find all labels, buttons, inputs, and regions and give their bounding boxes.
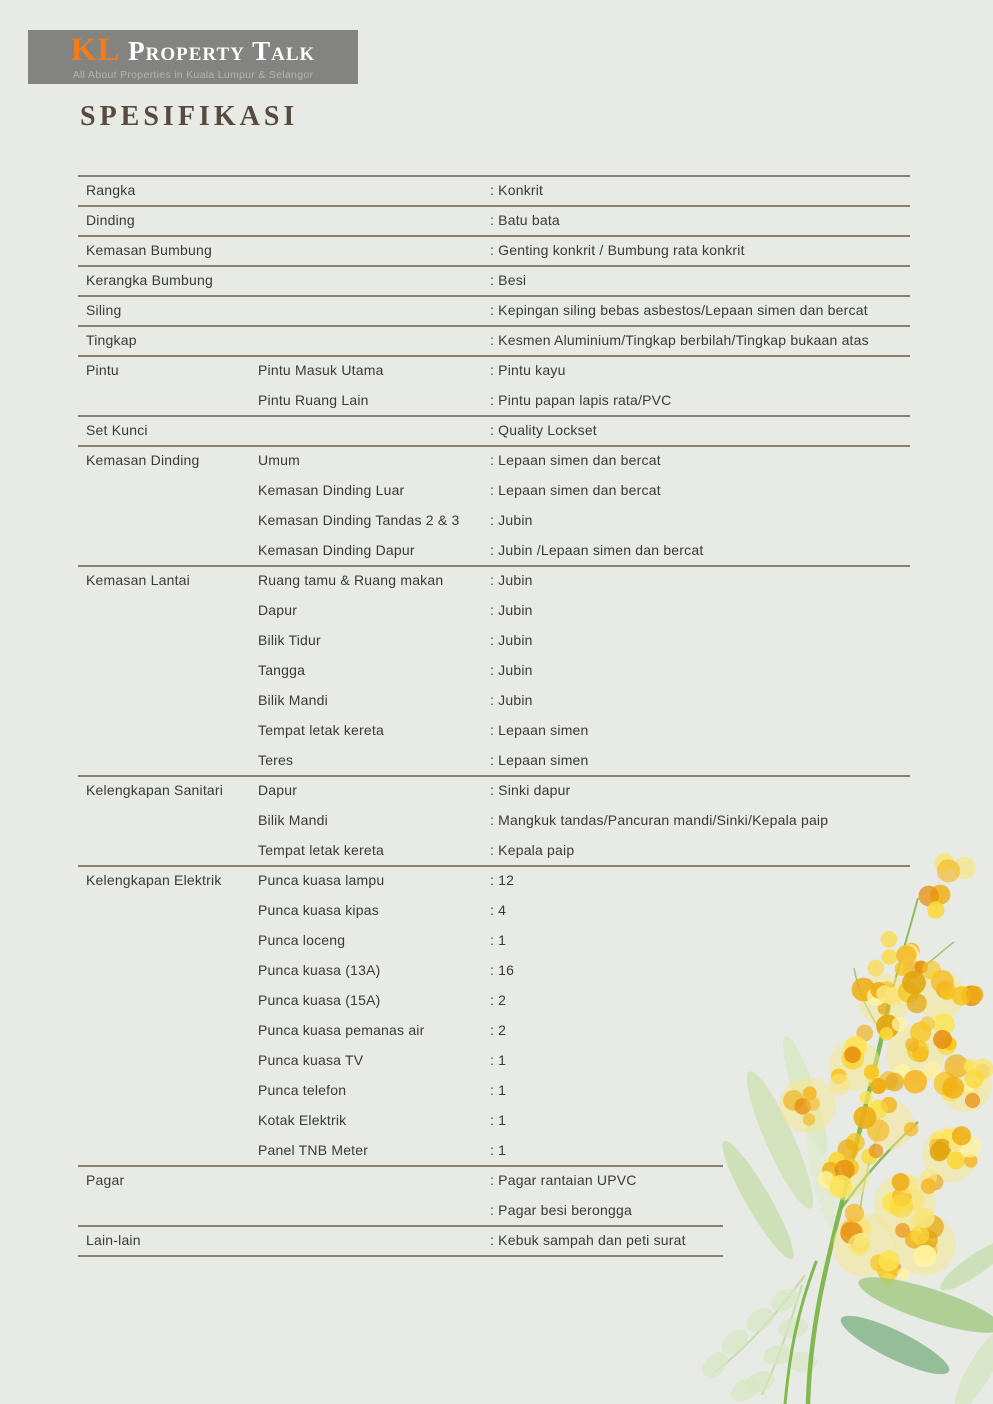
spec-value: : Jubin /Lepaan simen dan bercat <box>490 542 704 558</box>
spec-value: : Konkrit <box>490 182 544 198</box>
mimosa-flower-illustration <box>690 850 993 1404</box>
spec-row <box>78 355 910 385</box>
kl-property-talk-logo <box>28 30 358 84</box>
page-title: SPESIFIKASI <box>80 101 299 132</box>
spec-value: : Jubin <box>490 512 533 528</box>
spec-subitem: Bilik Mandi <box>258 812 328 828</box>
spec-value: : 1 <box>490 1142 507 1158</box>
spec-value: : Pagar rantaian UPVC <box>490 1172 637 1188</box>
spec-value: : Lepaan simen <box>490 752 589 768</box>
spec-value: : Sinki dapur <box>490 782 571 798</box>
spec-row <box>78 415 910 445</box>
spec-value: : Kesmen Aluminium/Tingkap berbilah/Tingkap bukaan atas <box>490 332 869 348</box>
spec-value: : Lepaan simen dan bercat <box>490 452 661 468</box>
spec-row <box>78 205 910 235</box>
logo-tagline: All About Properties in Kuala Lumpur & Selangor <box>72 68 314 81</box>
spec-category: Kemasan Bumbung <box>86 242 212 258</box>
spec-value: : Lepaan simen dan bercat <box>490 482 661 498</box>
spec-category: Tingkap <box>86 332 137 348</box>
spec-row <box>78 265 910 295</box>
spec-subitem: Punca kuasa (15A) <box>258 992 381 1008</box>
spec-subitem: Tempat letak kereta <box>258 842 384 858</box>
logo-name-text: Property Talk <box>120 35 316 66</box>
spec-value: : Genting konkrit / Bumbung rata konkrit <box>490 242 745 258</box>
spec-value: : Batu bata <box>490 212 560 228</box>
spec-row <box>78 655 910 685</box>
spec-row <box>78 505 910 535</box>
spec-value: : Jubin <box>490 602 533 618</box>
spec-subitem: Punca kuasa pemanas air <box>258 1022 425 1038</box>
spec-subitem: Punca kuasa kipas <box>258 902 379 918</box>
spec-subitem: Bilik Tidur <box>258 632 321 648</box>
spec-category: Pagar <box>86 1172 125 1188</box>
spec-value: : 1 <box>490 1112 507 1128</box>
spec-subitem: Pintu Ruang Lain <box>258 392 369 408</box>
spec-row <box>78 235 910 265</box>
spec-row <box>78 595 910 625</box>
spec-value: : Jubin <box>490 572 533 588</box>
spec-category: Pintu <box>86 362 119 378</box>
spec-row <box>78 295 910 325</box>
spec-subitem: Tangga <box>258 662 306 678</box>
spec-value: : Quality Lockset <box>490 422 597 438</box>
spec-subitem: Kemasan Dinding Tandas 2 & 3 <box>258 512 460 528</box>
spec-value: : Jubin <box>490 662 533 678</box>
spec-subitem: Kemasan Dinding Luar <box>258 482 405 498</box>
spec-subitem: Punca loceng <box>258 932 346 948</box>
spec-row <box>78 445 910 475</box>
spec-row <box>78 775 910 805</box>
spec-row <box>78 175 910 205</box>
spec-subitem: Punca kuasa lampu <box>258 872 385 888</box>
spec-row <box>78 565 910 595</box>
spec-value: : 2 <box>490 1022 507 1038</box>
spec-value: : Lepaan simen <box>490 722 589 738</box>
spec-row <box>78 625 910 655</box>
logo-wordmark <box>70 31 316 68</box>
spec-row <box>78 685 910 715</box>
spec-category: Kelengkapan Elektrik <box>86 872 222 888</box>
spec-subitem: Dapur <box>258 602 298 618</box>
spec-row <box>78 535 910 565</box>
spec-row <box>78 475 910 505</box>
spec-value: : 4 <box>490 902 507 918</box>
spec-subitem: Kemasan Dinding Dapur <box>258 542 415 558</box>
spec-subitem: Bilik Mandi <box>258 692 328 708</box>
spec-subitem: Pintu Masuk Utama <box>258 362 384 378</box>
spec-value: : Jubin <box>490 692 533 708</box>
spec-value: : Pagar besi berongga <box>490 1202 632 1218</box>
spec-row <box>78 715 910 745</box>
spec-value: : 1 <box>490 1052 507 1068</box>
table-rule <box>78 1255 723 1257</box>
spec-subitem: Panel TNB Meter <box>258 1142 369 1158</box>
spec-value: : 16 <box>490 962 515 978</box>
spec-category: Set Kunci <box>86 422 148 438</box>
spec-value: : Besi <box>490 272 527 288</box>
spec-row <box>78 325 910 355</box>
spec-value: : 2 <box>490 992 507 1008</box>
spec-value: : Kebuk sampah dan peti surat <box>490 1232 686 1248</box>
spec-subitem: Dapur <box>258 782 298 798</box>
spec-subitem: Teres <box>258 752 294 768</box>
spec-category: Kemasan Lantai <box>86 572 190 588</box>
logo-kl-text: KL <box>70 31 121 68</box>
spec-subitem: Punca kuasa (13A) <box>258 962 381 978</box>
spec-subitem: Punca telefon <box>258 1082 347 1098</box>
spec-value: : Pintu kayu <box>490 362 566 378</box>
spec-row <box>78 745 910 775</box>
spec-value: : Pintu papan lapis rata/PVC <box>490 392 672 408</box>
spec-value: : 1 <box>490 932 507 948</box>
spec-category: Kemasan Dinding <box>86 452 200 468</box>
spec-subitem: Tempat letak kereta <box>258 722 384 738</box>
spec-value: : 1 <box>490 1082 507 1098</box>
spec-subitem: Ruang tamu & Ruang makan <box>258 572 444 588</box>
spec-category: Rangka <box>86 182 136 198</box>
spec-category: Lain-lain <box>86 1232 141 1248</box>
spec-subitem: Kotak Elektrik <box>258 1112 347 1128</box>
spec-row <box>78 385 910 415</box>
spec-subitem: Umum <box>258 452 301 468</box>
spec-row <box>78 805 910 835</box>
spec-value: : Jubin <box>490 632 533 648</box>
spec-value: : 12 <box>490 872 515 888</box>
spec-category: Dinding <box>86 212 135 228</box>
spec-subitem: Punca kuasa TV <box>258 1052 364 1068</box>
spec-category: Kerangka Bumbung <box>86 272 213 288</box>
spec-category: Siling <box>86 302 122 318</box>
spec-value: : Kepingan siling bebas asbestos/Lepaan simen dan bercat <box>490 302 868 318</box>
spec-value: : Mangkuk tandas/Pancuran mandi/Sinki/Kepala paip <box>490 812 829 828</box>
spec-category: Kelengkapan Sanitari <box>86 782 224 798</box>
spec-value: : Kepala paip <box>490 842 575 858</box>
